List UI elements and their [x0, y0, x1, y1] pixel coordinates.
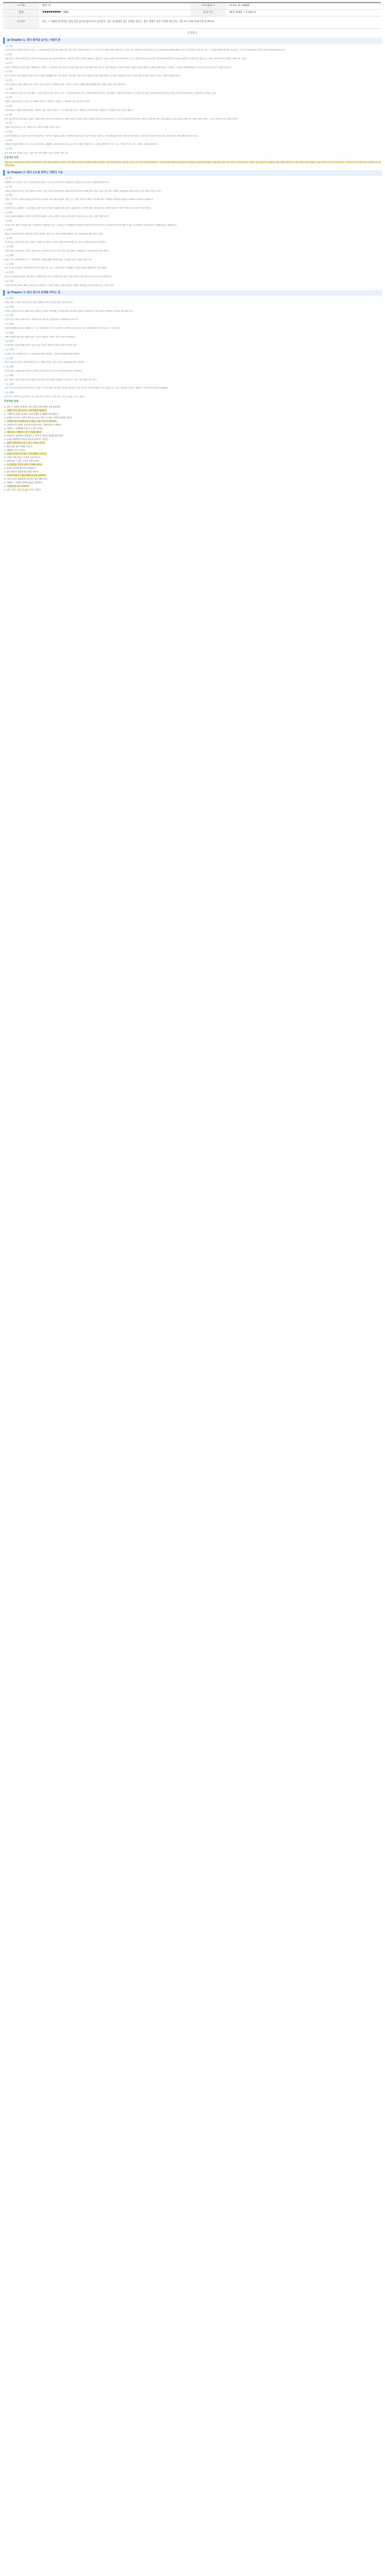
page-number: p.53 [7, 122, 12, 125]
reading-label: 독서기간 [190, 9, 226, 16]
check-icon: ✓ [4, 211, 7, 214]
page-number: p.60 [7, 139, 12, 142]
check-icon: ✓ [4, 96, 7, 99]
page-ref [4, 366, 382, 369]
quote-text: 좋은 대화는 서로를 성장시킨다. 대화가 끝난 뒤 더 나은 사람이 되었다고 느끼게 하는 사람, 그런 사람이 되고 싶다. [5, 378, 97, 381]
page-number: p.49 [7, 113, 12, 116]
quote-text: 상대의 감정을 먼저 읽는 것이 대화의 시작이다. 표정, 목소리, 몸짓에 담긴 감정을 읽을 줄 알아야 적절한 말을 건넬 수 있다. 같은 말도 상대의 상태에 따라 위로가 되기도 하고 상처가 되기도 한다. [5, 190, 161, 192]
arrow-icon: ➤ [4, 437, 6, 440]
check-icon: ✓ [4, 383, 7, 386]
impression-item-text: 감정을 다스리는 사람이 말을 다스리고, 말을 다스리는 사람이 관계를 지킨다. [7, 416, 73, 419]
impression-item [4, 470, 382, 473]
quote-text: 오해가 생겼을 때는 바로 풀어야 한다. 시간이 지날수록 오해는 커지고, 풀기 어려워진다. [5, 335, 76, 338]
impression-item-text: 마지막 한마디가 대화 전체의 인상을 결정한다. [7, 473, 47, 477]
impression-item [4, 430, 382, 434]
page-number: p.106 [7, 255, 14, 257]
quote-text: 대화에도 온도가 있다. 너무 뜨거우면 상대가 데이고, 너무 차가우면 상대가 얼어붙는다. 적당한 온도의 말은 상대를 편안하게 한다. [5, 181, 110, 183]
quote-text: 질문을 잘하는 사람이 대화를 잘하는 사람이다. 좋은 질문은 상대가 스스로 생각하게 만들고, 대화를 깊이 있게 이끈다. '왜'보다는 '어떻게'로 묻는 연습을 해보자. [5, 109, 134, 111]
impression-item [4, 416, 382, 419]
info-row-title [3, 3, 381, 9]
publisher-value: 라이프 북 / 2024 [226, 3, 381, 9]
page-ref [4, 71, 382, 74]
rating-label: 평점 [3, 9, 39, 16]
page-ref [4, 96, 382, 100]
check-icon: ✓ [4, 323, 7, 326]
quote-text: 말투는 습관이다. 매일 쓰는 말이 쌓여 그 사람의 말투가 되고, 말투는 다시 그 사람의 이미지가 된다. 부정적인 말을 자주 하는 사람 곁에는 사람이 모이지 않는다. 긍정적인 말 습관은 하루아침에 만들어지지 않지만, 오늘 한 마디를 바꾸는 것에서부터 시작할 수 있다. [5, 92, 217, 94]
check-icon: ✓ [4, 331, 7, 334]
page-number: p.109 [7, 263, 14, 266]
quote-block [3, 306, 382, 313]
page-number: p.76 [7, 185, 12, 189]
impression-item-text: 이름은 그 사람에게 가장 듣기 좋은 단어다. [7, 427, 43, 430]
quote-text: 침묵을 두려워하지 말자. 대화 중의 침묵은 생각할 시간을 주고, 말의 무게를 더해준다. 모든 빈틈을 말로 채울 필요는 없다. [5, 232, 103, 235]
impression-item-text: 사실인가, 필요한가, 친절한가 — 세 가지 질문을 통과한 말만 하자. [7, 434, 64, 437]
quote-text: 관계는 말로 시작되고 말로 끝난다. 좋은 관계를 유지하고 싶다면 말을 가꾸어야 한다. [5, 301, 73, 303]
page-number: p.152 [7, 357, 14, 360]
impression-item [4, 466, 382, 470]
arrow-icon: ➤ [4, 481, 6, 484]
page-ref [4, 255, 382, 258]
rating-hearts: ♥♥♥♥♥♥♥♥♥♡ (4.5) [39, 9, 190, 16]
arrow-icon: ➤ [4, 452, 6, 455]
impression-item-text: 어제의 그 사람과 비교해 성장을 칭찬하자. [7, 481, 43, 484]
quote-block [3, 220, 382, 227]
quote-block [3, 314, 382, 321]
chapter-2-title: Chapter 2. 말의 온도를 맞추는 대화의 기술 [10, 171, 63, 174]
check-icon: ✓ [4, 229, 7, 232]
quote-block [3, 140, 382, 147]
quote-block [3, 105, 382, 112]
page-number: p.18 [7, 45, 12, 48]
quote-text: 사과는 빠를수록 좋다. 변명이 섞인 사과는 사과가 아니다. '미안해, 하지만…'이라는 말 대신 '미안해, 내가 잘못했어'라고 말할 수 있는 용기가 필요하다. [5, 83, 127, 86]
quote-block [3, 340, 382, 347]
impression-item [4, 473, 382, 477]
page-ref [4, 212, 382, 215]
check-icon: ✓ [4, 71, 7, 74]
quote-block [3, 88, 382, 95]
page-ref [4, 375, 382, 378]
check-icon: ✓ [4, 237, 7, 240]
quote-text: 부탁할 때는 이유를 함께 말하자. 이유가 있는 부탁은 상대가 기꺼이 들어줄 가능성이 높다. [5, 344, 77, 347]
arrow-icon: ➤ [4, 470, 6, 473]
quote-text: 충고는 요청받았을 때 하는 것이 좋다. 요청받지 않은 충고는 간섭이 되기 쉽다. 상대가 원하는 것이 위로인지 조언인지 먼저 물어보자. [5, 276, 112, 278]
arrow-icon: ➤ [4, 434, 6, 437]
impression-item [4, 437, 382, 441]
quote-text: 가까운 사람일수록 더 조심해야 한다. 편하다는 이유로 가족에게, 친구에게 함부로 말하지는 않았는지 돌아보자. 가장 소중한 사람에게 가장 좋은 말을 해야 한다. [5, 310, 133, 312]
chapter-2-heading [3, 170, 382, 176]
impression-item-text: 말을 가꾸는 일은 내 삶을 가꾸는 일이다. [7, 488, 42, 491]
check-icon: ✓ [4, 357, 7, 360]
check-icon: ✓ [4, 280, 7, 283]
quote-block [3, 62, 382, 70]
impression-item-text: 구체적인 칭찬은 상대가 무엇을 잘했는지 정확히 알게 해준다. [7, 412, 59, 415]
page-ref [4, 122, 382, 126]
quote-block [3, 186, 382, 193]
check-icon: ✓ [4, 314, 7, 317]
arrow-icon: ➤ [4, 416, 6, 419]
quote-block [3, 366, 382, 373]
impression-item [4, 445, 382, 448]
chapter-marker-icon: ■ [7, 39, 10, 42]
check-icon: ✓ [4, 203, 7, 206]
quote-block [3, 79, 382, 87]
page-ref [4, 79, 382, 83]
quote-block [3, 323, 382, 330]
chapter-1-title: Chapter 1. 말의 품격을 높이는 사람의 말 [10, 39, 60, 42]
check-icon: ✓ [4, 246, 7, 249]
impression-1 [3, 157, 382, 167]
impression-item-text: 가장 소중한 사람에게 가장 좋은 말을 해야 한다. [7, 477, 48, 480]
page-number: p.116 [7, 280, 14, 283]
page-ref [4, 114, 382, 117]
quote-block [3, 375, 382, 382]
quote-block [3, 114, 382, 121]
impression-item [4, 427, 382, 430]
quote-text: 마지막 말이 중요하다. 대화의 끝에 남기는 한마디가 그 대화 전체의 인상을 결정한다. 헤어질 때 따뜻한 말 한마디를 남기는 사람이 되자. [5, 284, 114, 286]
impression-2-list [3, 405, 382, 492]
page-number: p.80 [7, 194, 12, 197]
quote-text: '나'를 주어로 말하는 연습을 하자. '너 때문에 속상해'보다 '나는 그 말을 듣고 속상했어'라고 말하면 상대를 탓하지 않으면서도 내 감정을 솔직하게 전할 수 있다. 나-전달법은 갈등을 줄이고 이해를 넓히는 대화법이다. [5, 224, 177, 227]
arrow-icon: ➤ [4, 419, 6, 422]
publisher-label: 저자/출판사 [190, 3, 226, 9]
arrow-icon: ➤ [4, 427, 6, 430]
quote-text: 누군가의 말이 마음에 오래 남는 이유는 그 말 안에 진심이 담겨 있기 때문이다. 말은 단순히 정보를 전달하는 도구가 아니라 사람과 사람 사이를 잇는 다리다. 같은 말이라도 어떤 마음으로 하느냐에 따라 상대에게 전해지는 온도가 달라진다. 말의 격은 결국 그 사람의 생각과 태도에서 비롯된다. 그러므로 말을 바꾸고 싶다면 먼저 생각을 바꾸어야 한다. [5, 49, 286, 52]
page-ref [4, 131, 382, 134]
quote-text: 상대의 변화를 알아차리고 말해주자. '오늘 표정이 밝아 보여', '요즘 많이 노력하는 것 같아' 같은 말은 상대에게 관심을 받고 있다는 느낌을 준다. [5, 327, 121, 329]
page-number: p.88 [7, 211, 12, 214]
page-number: p.95 [7, 229, 12, 232]
check-icon: ✓ [4, 62, 7, 65]
quote-block [3, 131, 382, 138]
page-number: p.148 [7, 349, 14, 352]
check-icon: ✓ [4, 194, 7, 197]
reading-value: 24.7.1(월) ~ 7.31(수) [226, 9, 381, 16]
page-ref [4, 148, 382, 151]
page-number: p.98 [7, 237, 12, 240]
page-number: p.112 [7, 272, 14, 275]
quote-text: 비교하는 말은 상처를 남긴다. 누구와 비교하기보다 어제의 그 사람과 비교해 성장을 칭찬하자. [5, 352, 80, 355]
quote-text: 용서의 말은 상대를 위한 것이기도 하지만 나를 위한 것이기도 하다. 용서하면 마음이 가벼워진다. [5, 370, 83, 372]
impression-item [4, 423, 382, 427]
quote-text: 약속한 말은 지켜야 한다. 지키지 못할 약속은 처음부터 하지 않는 것이 낫다. 말과 행동이 일치할 때 그 사람의 말에 신뢰가 생긴다. [5, 250, 110, 252]
impression-item [4, 488, 382, 492]
page-number: p.22 [7, 54, 12, 57]
chapter-2-body [3, 177, 382, 287]
quote-block [3, 212, 382, 219]
quote-block [3, 238, 382, 245]
check-icon: ✓ [4, 122, 7, 125]
quote-text: 좋은 말은 좋은 사람을 부르고, 나쁜 말은 나쁜 상황을 부른다. 말에는 힘이 있다. [5, 152, 69, 155]
impression-item-text: 대화에도 온도가 있다. [7, 448, 26, 451]
impression-item [4, 441, 382, 445]
page-number: p.45 [7, 105, 12, 108]
check-icon: ✓ [4, 255, 7, 257]
arrow-icon: ➤ [4, 409, 6, 412]
check-icon: ✓ [4, 263, 7, 266]
check-icon: ✓ [4, 366, 7, 369]
page-number: p.128 [7, 306, 14, 309]
impression-item-text: 상대가 편안하게 느낄 수 있는 거리를 지키자. [7, 441, 45, 444]
chapter-3-heading [3, 290, 382, 296]
quote-block [3, 96, 382, 104]
review-page [0, 0, 385, 492]
impression-item [4, 477, 382, 481]
check-icon: ✓ [4, 220, 7, 223]
page-ref [4, 358, 382, 361]
quote-block [3, 280, 382, 287]
check-icon: ✓ [4, 54, 7, 57]
check-icon: ✓ [4, 139, 7, 142]
page-ref [4, 220, 382, 224]
quote-block [3, 246, 382, 253]
quote-block [3, 263, 382, 270]
chapter-3-body [3, 297, 382, 399]
page-ref [4, 54, 382, 57]
quote-text: 유머는 대화의 윤활유다. 하지만 누군가를 깎아내리는 유머는 웃음이 아니라 상처를 남긴다. 함께 웃을 수 있는 유머가 진짜 유머다. [5, 215, 110, 218]
impression-item-text: 공감은 해결책이 아니라 마음을 알아주는 것이다. [7, 437, 48, 440]
page-number: p.164 [7, 383, 14, 386]
arrow-icon: ➤ [4, 423, 6, 426]
impression-2-heading: 인상적인 문장 [4, 400, 19, 403]
page-ref [4, 383, 382, 387]
quote-block [3, 54, 382, 61]
arrow-icon: ➤ [4, 484, 6, 487]
chapter-marker-icon: ■ [7, 291, 10, 294]
impression-item [4, 455, 382, 459]
quote-block [3, 349, 382, 356]
page-number: p.124 [7, 297, 14, 300]
impression-1-heading: 인상적인 문장 [4, 157, 19, 160]
arrow-icon: ➤ [4, 466, 6, 469]
quote-block [3, 45, 382, 53]
impression-item [4, 484, 382, 488]
impression-item-text: 함께 웃을 수 있는 유머가 진짜 유머다. [7, 459, 40, 462]
quote-block [3, 383, 382, 391]
page-ref [4, 246, 382, 249]
impression-item [4, 459, 382, 463]
quote-text: 인정의 말은 사람을 성장시킨다. '너라면 할 수 있어'라는 믿음의 말은 상대에게 용기를 준다. [5, 318, 78, 321]
page-ref [4, 186, 382, 190]
chapter-1-body [3, 45, 382, 156]
chapter-1-heading [3, 38, 382, 44]
impression-item-text: 비난은 벽을 만들고 요청은 문을 만든다. [7, 455, 41, 459]
page-ref [4, 238, 382, 241]
quote-text: 공감은 해결책을 주는 것이 아니라 마음을 알아주는 것이다. 힘들다고 말하는 사람에게 필요한 것은 조언이 아니라 '그랬구나, 많이 힘들었겠다'라는 한마디일 때가 많다. 공감의 말은 상대의 마음을 열고, 열린 마음은 진짜 대화를 가능하게 한다. [5, 134, 199, 137]
quote-text: 말을 잘하는 사람은 많이 말하는 사람이 아니라 필요한 말을 필요한 때에 하는 사람이다. 침묵도 하나의 대화라는 것을 아는 사람은 상대의 이야기를 끝까지 듣는다. 경청은 말의 격을 높이는 가장 확실한 방법이며, 상대를 존중한다는 표현이기도 하다. 듣는 사람이 되어야 비로소 말하는 사람이 될 수 있다. [5, 57, 247, 60]
arrow-icon: ➤ [4, 488, 6, 491]
info-row-oneline [3, 16, 381, 28]
arrow-icon: ➤ [4, 473, 6, 477]
page-number: p.56 [7, 131, 12, 134]
page-ref [4, 263, 382, 267]
check-icon: ✓ [4, 45, 7, 48]
impression-1-text: 말을 바꾸고 싶다면 먼저 생각을 바꾸어야 한다. 말은 생각의 열매이고, 생각은 말의 뿌리다. 뿌리가 건강해야 열매가 건강하듯, 생각이 바르면 말도 바르게 나온다. 오늘 내가 한 말을 돌아보며 그 말 속에 어떤 생각이 담겨 있었는지 살펴보는 습관을 들여야겠다. 말의 격을 높이는 일은 결국 나 자신을 돌보는 일이다. 좋은 말을 하기 위해서는 좋은 생각을 해야 하고, 좋은 생각을 하기 위해서는 좋은 것을 보고 듣고 읽어야 한다. 이 책을 읽으며 말 한마디의 소중함을 다시 깨닫게 되었다. [5, 161, 381, 166]
arrow-icon: ➤ [4, 430, 6, 433]
page-number: p.140 [7, 331, 14, 334]
page-number: p.91 [7, 220, 12, 223]
arrow-icon: ➤ [4, 463, 6, 466]
chapter-marker-icon: ■ [7, 171, 10, 174]
title-label: 도서명 [3, 3, 39, 9]
quote-text: 존댓말과 반말의 경계를 지키는 것도 말의 격이다. 친해졌다고 해서 함부로 말을 놓는 것은 관계를 가볍게 만든다. 상대가 편안하게 느낄 수 있는 거리를 지키는 것이 오래가는 관계의 비결이다. [5, 143, 158, 146]
impression-item [4, 481, 382, 484]
title-value: 말의 격 [39, 3, 190, 9]
quote-block [3, 148, 382, 155]
impression-item-text: 말은 그 사람의 인격이다. 말의 격을 높이면 삶의 격이 높아진다. [7, 405, 61, 408]
page-ref [4, 88, 382, 92]
arrow-icon: ➤ [4, 441, 6, 444]
oneline-label: 한 줄평 [3, 16, 39, 28]
check-icon: ✓ [4, 79, 7, 82]
quote-text: 비난하지 말고 요청하라. '너는 왜 항상 늦어?' 대신 '다음에는 10분만 일찍 와줄 수 있을까?'라고 말하면 상대는 방어하지 않고 귀를 기울인다. 비난은 벽을 만들고 요청은 문을 만든다. [5, 207, 151, 209]
page-ref [4, 177, 382, 181]
impression-2 [3, 400, 382, 492]
quote-block [3, 255, 382, 262]
arrow-icon: ➤ [4, 412, 6, 415]
page-ref [4, 62, 382, 66]
page-number: p.168 [7, 392, 14, 395]
quote-text: 감사의 말은 아끼지 말자. 작은 일에도 '고마워'라고 말하는 사람은 주변을 따뜻하게 만든다. 감사는 표현할 때 비로소 완성된다. [5, 241, 107, 244]
page-number: p.31 [7, 71, 12, 74]
quote-block [3, 358, 382, 365]
page-ref [4, 297, 382, 301]
quote-block [3, 71, 382, 78]
page-number: p.136 [7, 323, 14, 326]
check-icon: ✓ [4, 131, 7, 134]
impression-item [4, 412, 382, 416]
page-ref [4, 314, 382, 318]
impression-item-text: 상대의 감정을 먼저 읽는 것이 대화의 시작이다. [7, 452, 47, 455]
page-number: p.84 [7, 203, 12, 206]
impression-item [4, 434, 382, 437]
page-number: p.160 [7, 375, 14, 378]
page-ref [4, 280, 382, 284]
quote-block [3, 177, 382, 184]
page-ref [4, 45, 382, 49]
quote-block [3, 297, 382, 304]
quote-block [3, 332, 382, 339]
book-info-table [3, 2, 381, 29]
check-icon: ✓ [4, 88, 7, 91]
quote-text: 거절도 기술이다. 상대의 마음을 상하게 하지 않으면서 나의 입장을 분명히 전하는 것, 그것이 건강한 거절이다. '안 돼'보다는 '이번에는 어렵지만 다음에 꼭 함께하고 싶어'라고 말해보자. [5, 198, 154, 201]
quote-text: 상대의 이름을 불러주는 것만으로도 대화의 분위기는 달라진다. 이름은 그 사람에게 가장 듣기 좋은 단어다. [5, 100, 91, 103]
impression-item-text: 경청은 말의 격을 높이는 가장 확실한 방법이다. [7, 409, 47, 412]
arrow-icon: ➤ [4, 445, 6, 448]
quote-block [3, 203, 382, 210]
check-icon: ✓ [4, 306, 7, 309]
page-ref [4, 203, 382, 207]
quote-text: 칭찬은 구체적일수록 힘이 세다. '잘했어'라는 말보다 '그 부분에서 네가 끝까지 포기하지 않은 점이 정말 멋졌어'라는 말이 더 오래 기억된다. 구체적인 칭찬은 상대가 무엇을 잘했는지 정확히 알게 해주고, 다음에도 그 행동을 반복하게 만든다. 진심 어린 칭찬 한마디가 사람을 움직인다. [5, 66, 232, 69]
impression-item [4, 409, 382, 412]
page-ref [4, 306, 382, 310]
check-icon: ✓ [4, 185, 7, 189]
page-number: p.27 [7, 62, 12, 65]
page-number: p.64 [7, 148, 12, 151]
page-number: p.38 [7, 88, 12, 91]
check-icon: ✓ [4, 349, 7, 352]
quote-text: 말의 속도를 조절하자. 급하게 말하면 실수가 많아지고, 너무 느리면 상대가 지루해한다. 상대의 호흡에 맞춰 말하는 것이 배려다. [5, 267, 108, 269]
check-icon: ✓ [4, 375, 7, 378]
impression-item-text: 감사는 표현할 때 비로소 완성된다. [7, 466, 37, 469]
impression-item [4, 448, 382, 452]
impression-item-text: '미안해, 내가 잘못했어'라고 말할 수 있는 용기가 필요하다. [7, 419, 57, 422]
quote-text: 상대의 말을 끊지 않는 것, 그것만으로도 대화의 예의를 지킬 수 있다. [5, 126, 60, 129]
quote-text: 결국 말은 사람이다. 말을 가꾸는 일은 나를 가꾸는 일이고, 나를 가꾸는 일은 내 삶을 가꾸는 일이다. [5, 396, 85, 398]
page-ref [4, 323, 382, 327]
quote-text: 말의 격은 하루아침에 높아지지 않는다. 매일 조금씩 연습하고 돌아보는 과정이 필요하다. 오늘 내가 한 말 중에 후회되는 말은 없었는지, 고마운 사람에게 고맙다고 말했는지 하루를 마무리하며 점검해보자. [5, 387, 169, 389]
check-icon: ✓ [4, 177, 7, 180]
oneline-value: 말은 그 사람의 인격이다. 말의 격을 높이면 삶의 격이 높아진다. 좋은 말 습관이 좋은 관계를 만들고, 좋은 관계가 좋은 인생을 만든다는 것을 다시 한번 되새기게 된 책이다. [39, 16, 381, 28]
arrow-icon: ➤ [4, 405, 6, 408]
check-icon: ✓ [4, 148, 7, 151]
page-ref [4, 392, 382, 395]
page-ref [4, 194, 382, 198]
quote-block [3, 229, 382, 236]
page-number: p.144 [7, 340, 14, 343]
arrow-icon: ➤ [4, 477, 6, 480]
impression-item-text: '왜'보다는 '어떻게'로 묻는 연습을 해보자. [7, 430, 43, 433]
quote-block [3, 272, 382, 279]
arrow-icon: ➤ [4, 455, 6, 459]
check-icon: ✓ [4, 340, 7, 343]
impression-item-text: 나-전달법은 갈등을 줄이고 이해를 넓힌다. [7, 463, 43, 466]
check-icon: ✓ [4, 105, 7, 108]
quote-text: 화가 날 때 하는 말은 대부분 후회로 남는다. 감정이 격해졌을 때는 잠시 멈추는 것이 좋다. 숨을 고르고 생각을 정리한 뒤에 말해도 늦지 않다. 감정을 다스리는 사람이 말을 다스리고, 말을 다스리는 사람이 관계를 지킨다. [5, 75, 180, 77]
impression-item-text: 사랑한다면 말로 표현하자. [7, 484, 30, 487]
page-ref [4, 340, 382, 344]
impression-item [4, 405, 382, 409]
chapter-3-title: Chapter 3. 말의 힘으로 관계를 바꾸는 법 [10, 291, 60, 294]
quote-text: 말은 한번 뱉으면 주워 담을 수 없다. 그래서 말하기 전에 세 번 생각하라는 옛말이 있다. 이 말이 사실인가, 필요한 말인가, 친절한 말인가. 이 세 가지 질문을 통과한 말만 입 밖으로 내보내도 많은 실수를 줄일 수 있다. 말의 무게를 아는 사람은 말을 아낀다. 그리고 아낀 말은 더 큰 힘을 가진다. [5, 117, 238, 120]
page-ref [4, 229, 382, 232]
page-ref [4, 140, 382, 143]
quote-block [3, 194, 382, 201]
page-number: p.72 [7, 177, 12, 180]
info-row-rating [3, 9, 381, 16]
quote-text: 험담은 결국 나에게 돌아온다. 그 자리에 없는 사람에 대해 이야기할 때는 그 사람이 들어도 괜찮은 말만 하자. [5, 258, 92, 261]
quote-text: 말보다 행동이 먼저다. 하지만 행동만으로는 전해지지 않는 마음도 있다. 사랑한다면 말로 표현하자. [5, 361, 85, 364]
impression-item-text: 말과 행동이 일치할 때 신뢰가 생긴다. [7, 470, 39, 473]
impression-item [4, 419, 382, 423]
page-number: p.156 [7, 366, 14, 369]
arrow-icon: ➤ [4, 459, 6, 462]
quote-block [3, 392, 382, 399]
arrow-icon: ➤ [4, 448, 6, 451]
page-number: p.132 [7, 314, 14, 317]
impression-item [4, 463, 382, 466]
page-number: p.102 [7, 246, 14, 249]
check-icon: ✓ [4, 113, 7, 116]
page-number: p.42 [7, 96, 12, 99]
page-number: p.35 [7, 79, 12, 82]
list-link[interactable]: [ 목록 ] [188, 31, 197, 35]
check-icon: ✓ [4, 297, 7, 300]
impression-item-text: 좋은 말은 좋은 사람을 부른다. [7, 445, 33, 448]
check-icon: ✓ [4, 272, 7, 275]
page-ref [4, 349, 382, 352]
page-ref [4, 105, 382, 109]
quote-block [3, 122, 382, 129]
impression-item [4, 452, 382, 455]
page-ref [4, 332, 382, 335]
page-ref [4, 272, 382, 275]
check-icon: ✓ [4, 392, 7, 395]
impression-item-text: 긍정적인 말 습관은 오늘 한 마디를 바꾸는 것에서부터 시작된다. [7, 423, 62, 426]
